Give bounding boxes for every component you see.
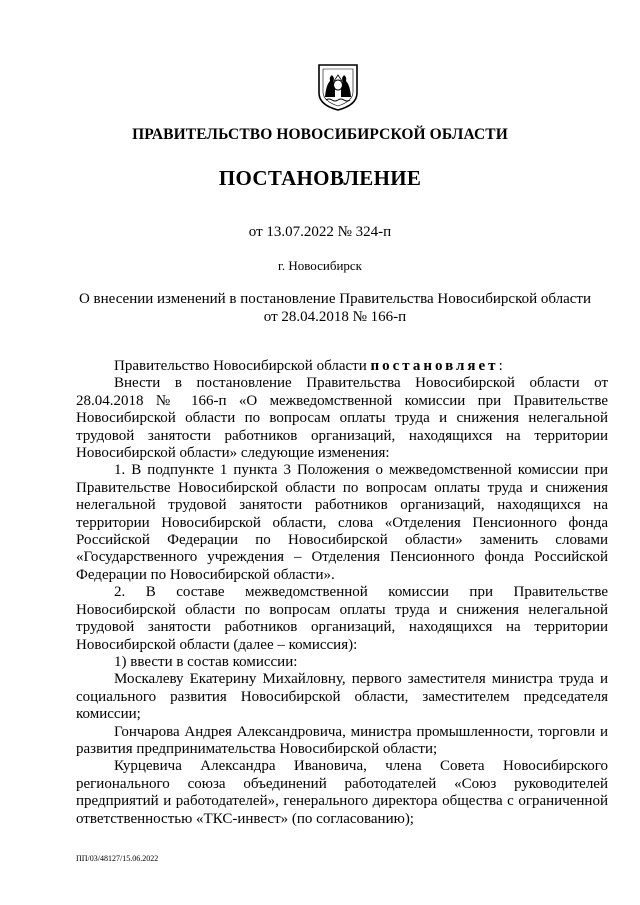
paragraph-2: 1. В подпункте 1 пункта 3 Положения о межведомственной комиссии при Правительстве Новосибирской области по вопросам оплаты труда и снижения нелегальной трудовой занятости работников организаций, находящихся на территории Новосибирской области, слова «Отделения Пенсионного фонда Российской Федерации по Новосибирской области» заменить словами «Государственного учреждения – Отделения Пенсионного фонда Российской Федерации по Новосибирской области». [76, 462, 608, 583]
preamble-lead: Правительство Новосибирской области [114, 358, 371, 374]
paragraph-7: Курцевича Александра Ивановича, члена Совета Новосибирского регионального союза объединений работодателей «Союз руководителей предприятий и работодателей», генерального директора общества с ограниченной ответственностью «ТКС-инвест» (по согласованию); [76, 758, 608, 827]
paragraph-6: Гончарова Андрея Александровича, министра промышленности, торговли и развития предпринимательства Новосибирской области; [76, 723, 608, 757]
paragraph-5: Москалеву Екатерину Михайловну, первого заместителя министра труда и социального развития Новосибирской области, заместителем председателя комиссии; [76, 671, 608, 723]
paragraph-4: 1) ввести в состав комиссии: [114, 653, 298, 670]
paragraph-preamble [76, 358, 608, 375]
preamble-keyword: постановляет [370, 358, 499, 374]
coat-of-arms-icon [317, 63, 359, 111]
document-body [76, 358, 608, 828]
document-city: г. Новосибирск [277, 258, 362, 273]
document-date-number: от 13.07.2022 № 324-п [248, 224, 392, 240]
document-title [60, 290, 610, 326]
paragraph-1: Внести в постановление Правительства Новосибирской области от 28.04.2018 № 166-п «О межведомственной комиссии при Правительстве Новосибирской области по вопросам оплаты труда и снижения нелегальной трудовой занятости работников организаций, находящихся на территории Новосибирской области» следующие изменения: [76, 375, 608, 462]
document-code: ПП/03/48127/15.06.2022 [76, 854, 159, 863]
organization-name: ПРАВИТЕЛЬСТВО НОВОСИБИРСКОЙ ОБЛАСТИ [132, 126, 508, 143]
document-type: ПОСТАНОВЛЕНИЕ [218, 166, 422, 190]
paragraph-3: 2. В составе межведомственной комиссии при Правительстве Новосибирской области по вопросам оплаты труда и снижения нелегальной трудовой занятости работников организаций, находящихся на территории Новосибирской области (далее – комиссия): [76, 584, 608, 653]
preamble-tail: : [498, 358, 503, 374]
title-line-2: от 28.04.2018 № 166-п [263, 309, 407, 325]
title-line-1: О внесении изменений в постановление Правительства Новосибирской области [78, 291, 592, 307]
